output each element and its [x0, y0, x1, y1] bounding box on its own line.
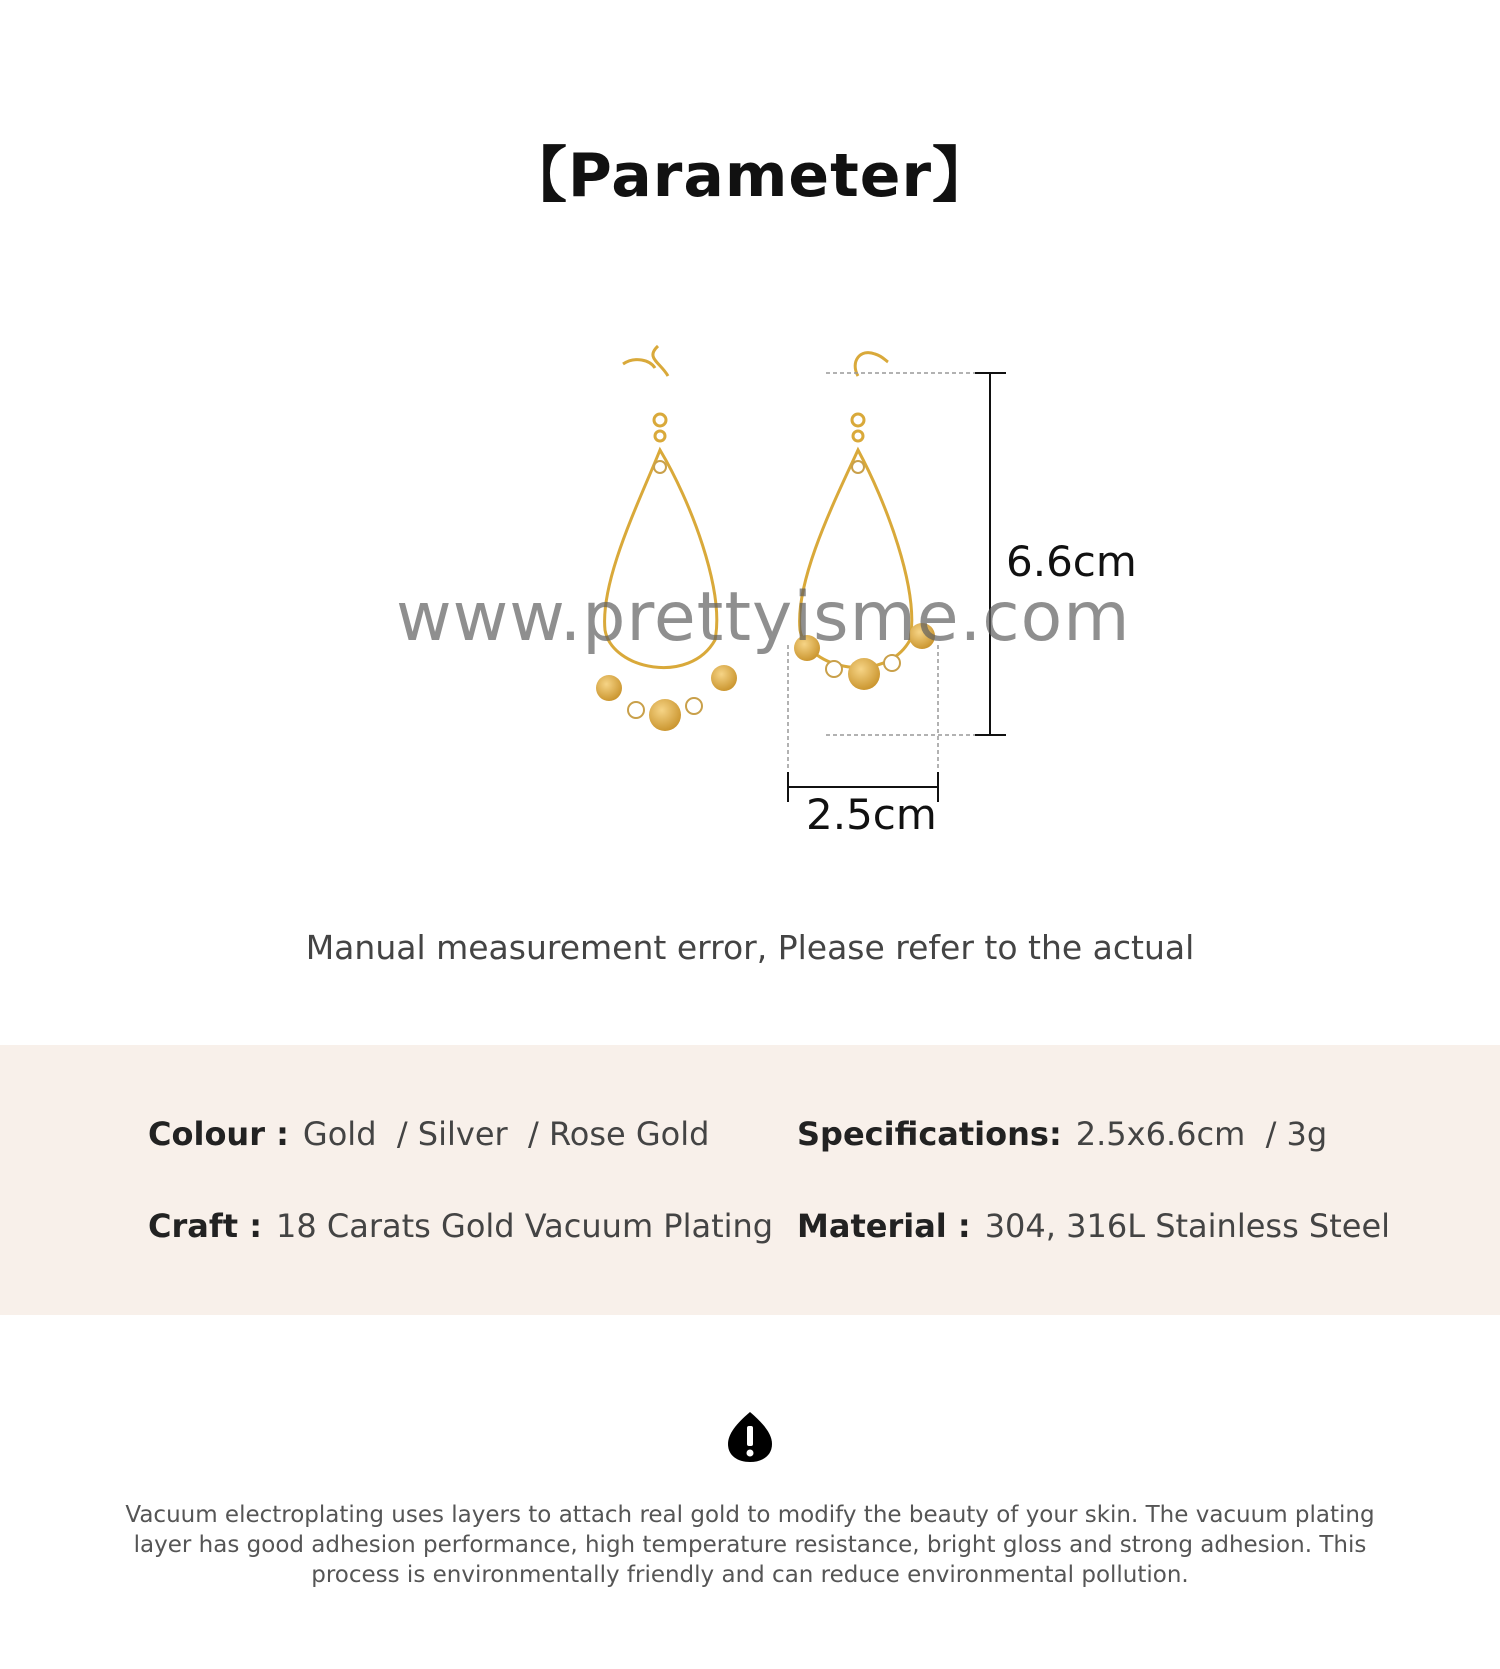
spec-craft: [148, 1207, 773, 1245]
spec-craft-value: 18 Carats Gold Vacuum Plating: [276, 1207, 774, 1245]
spec-colour-value: Gold / Silver / Rose Gold: [302, 1115, 710, 1153]
spec-specifications: [797, 1115, 1327, 1153]
spec-specifications-value: 2.5x6.6cm / 3g: [1075, 1115, 1328, 1153]
page-title: 【Parameter】: [506, 141, 994, 211]
product-image-area: [0, 340, 1500, 860]
spec-colour-label: Colour :: [148, 1115, 289, 1153]
spec-panel: [0, 1045, 1500, 1315]
watermark: www.prettyisme.com: [396, 578, 1131, 657]
spec-craft-label: Craft :: [148, 1207, 263, 1245]
footer-description: Vacuum electroplating uses layers to attach real gold to modify the beauty of your skin. The vacuum plating layer has good adhesion performance, high temperature resistance, bright gloss and strong adhesion. This process is environmentally friendly and can reduce environmental pollution.: [125, 1502, 1375, 1588]
spec-specifications-label: Specifications:: [797, 1115, 1062, 1153]
spec-material-label: Material :: [797, 1207, 971, 1245]
spec-colour: [148, 1115, 709, 1153]
spec-material-value: 304, 316L Stainless Steel: [984, 1207, 1391, 1245]
height-label: 6.6cm: [1006, 537, 1137, 586]
spec-material: [797, 1207, 1390, 1245]
left-earring: [596, 346, 737, 731]
width-label: 2.5cm: [806, 790, 937, 839]
warning-icon: [726, 1410, 774, 1464]
measurement-note: Manual measurement error, Please refer to the actual: [305, 928, 1195, 967]
